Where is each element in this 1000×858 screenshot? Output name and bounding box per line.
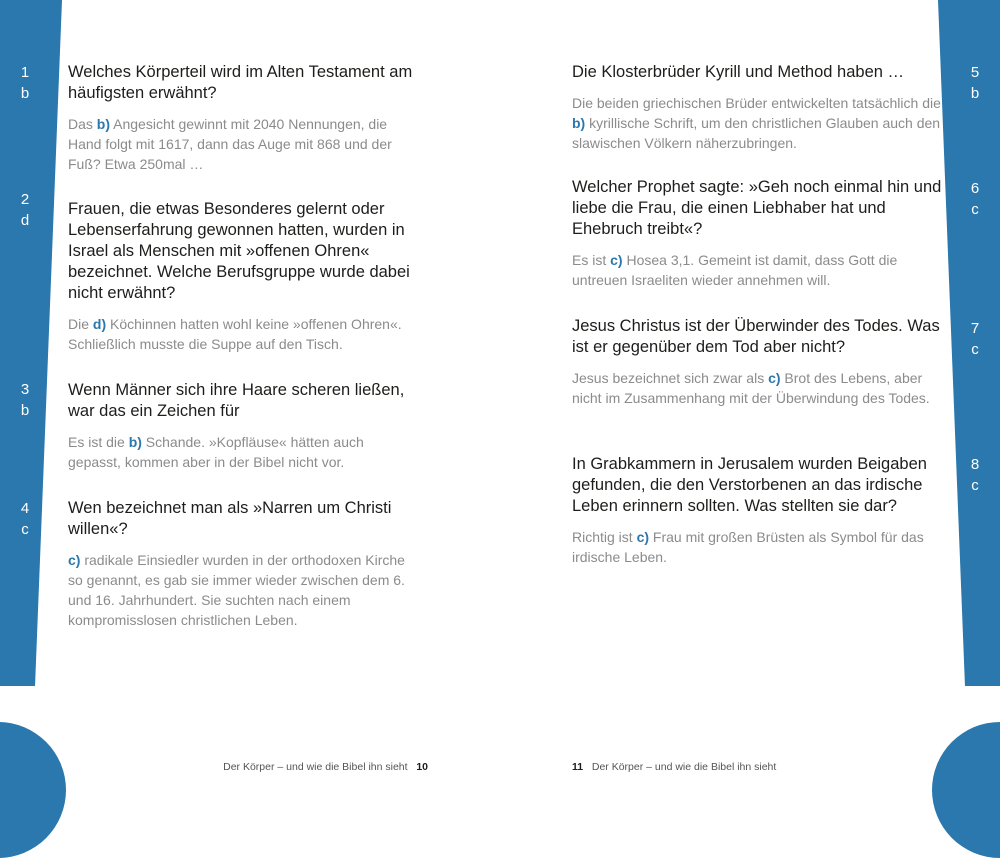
- marker-letter: b: [20, 85, 30, 102]
- question-text: Welches Körperteil wird im Alten Testament am häufigsten erwähnt?: [68, 63, 413, 102]
- answer-lead: Es ist die: [68, 434, 129, 450]
- answer-body: Angesicht gewinnt mit 2040 Nennungen, die Hand folgt mit 1617, dann das Auge mit 868 und der Fuß? Etwa 250mal …: [68, 116, 392, 172]
- answer-letter: c): [768, 370, 781, 386]
- qa-block-8: [572, 454, 942, 567]
- qa-block-1: [68, 62, 418, 174]
- running-title: Der Körper – und wie die Bibel ihn sieht: [591, 761, 777, 773]
- answer-marker-6: [950, 178, 1000, 220]
- question-text: Welcher Prophet sagte: »Geh noch einmal hin und liebe die Frau, die einen Liebhaber hat und Ehebruch treibt«?: [572, 178, 942, 238]
- running-title: Der Körper – und wie die Bibel ihn sieht: [223, 761, 408, 773]
- qa-block-3: [68, 380, 418, 472]
- answer-marker-3: [0, 379, 50, 421]
- answer-text: [572, 368, 942, 408]
- qa-block-2: [68, 199, 418, 354]
- marker-number: 8: [970, 456, 980, 473]
- marker-letter: d: [20, 212, 30, 229]
- answer-lead: Richtig ist: [572, 529, 637, 545]
- answer-lead: Die: [68, 316, 93, 332]
- answer-letter: c): [68, 552, 81, 568]
- answer-body: Brot des Lebens, aber nicht im Zusammenhang mit der Überwindung des Todes.: [572, 370, 930, 406]
- answer-letter: b): [96, 116, 111, 132]
- answer-letter: b): [128, 434, 142, 450]
- answer-text: [572, 527, 942, 567]
- marker-number: 5: [970, 64, 980, 81]
- question-text: Frauen, die etwas Besonderes gelernt oder Lebenserfahrung gewonnen hatten, wurden in Israel als Menschen mit »offenen Ohren« bezeichnet. Welche Berufsgruppe wurde dabei nicht erwähnt?: [68, 200, 410, 302]
- marker-letter: c: [971, 341, 979, 358]
- marker-letter: c: [971, 477, 979, 494]
- question-text: Jesus Christus ist der Überwinder des Todes. Was ist er gegenüber dem Tod aber nicht?: [572, 317, 940, 356]
- answer-body: radikale Einsiedler wurden in der orthodoxen Kirche so genannt, es gab sie immer wieder zwischen dem 6. und 16. Jahrhundert. Sie suchten nach einem kompromisslosen christlichen Leben.: [68, 552, 405, 628]
- page-number: 11: [572, 761, 584, 773]
- answer-lead: Es ist: [572, 252, 611, 268]
- page-number: 10: [416, 761, 428, 773]
- answer-text: [68, 314, 418, 354]
- left-corner-circle: [0, 722, 66, 858]
- answer-marker-5: [950, 62, 1000, 104]
- answer-lead: Jesus bezeichnet sich zwar als: [572, 370, 769, 386]
- answer-marker-2: [0, 189, 50, 231]
- answer-marker-8: [950, 454, 1000, 496]
- answer-text: [572, 250, 942, 290]
- answer-text: [572, 93, 942, 153]
- marker-number: 2: [20, 191, 30, 208]
- question-text: In Grabkammern in Jerusalem wurden Beigaben gefunden, die den Verstorbenen an das irdische Leben erinnern sollten. Was stellten sie dar?: [572, 455, 927, 515]
- right-corner-circle: [932, 722, 1000, 858]
- answer-lead: Die beiden griechischen Brüder entwickelten tatsächlich die: [572, 95, 941, 111]
- marker-number: 1: [20, 64, 30, 81]
- qa-block-5: [572, 62, 942, 153]
- answer-body: Frau mit großen Brüsten als Symbol für das irdische Leben.: [572, 529, 924, 565]
- answer-body: Hosea 3,1. Gemeint ist damit, dass Gott die untreuen Israeliten wieder annehmen will.: [572, 252, 898, 288]
- answer-letter: c): [636, 529, 650, 545]
- footer-left: [223, 761, 428, 773]
- marker-number: 7: [970, 320, 980, 337]
- marker-number: 6: [970, 180, 980, 197]
- answer-letter: c): [610, 252, 623, 268]
- marker-number: 4: [20, 500, 30, 517]
- question-text: Wen bezeichnet man als »Narren um Christi willen«?: [68, 499, 392, 538]
- marker-letter: b: [970, 85, 980, 102]
- question-text: Wenn Männer sich ihre Haare scheren ließen, war das ein Zeichen für: [68, 381, 405, 420]
- marker-number: 3: [20, 381, 30, 398]
- answer-marker-4: [0, 498, 50, 540]
- answer-marker-7: [950, 318, 1000, 360]
- answer-body: Köchinnen hatten wohl keine »offenen Ohren«. Schließlich musste die Suppe auf den Tisch.: [68, 316, 402, 352]
- answer-text: [68, 432, 418, 472]
- answer-body: kyrillische Schrift, um den christlichen Glauben auch den slawischen Völkern näherzubringen.: [572, 115, 941, 151]
- answer-letter: d): [92, 316, 107, 332]
- qa-block-7: [572, 316, 942, 408]
- answer-body: Schande. »Kopfläuse« hätten auch gepasst, kommen aber in der Bibel nicht vor.: [68, 434, 364, 470]
- answer-lead: Das: [68, 116, 97, 132]
- footer-right: [572, 761, 776, 773]
- answer-text: [68, 550, 418, 630]
- marker-letter: b: [20, 402, 30, 419]
- answer-marker-1: [0, 62, 50, 104]
- marker-letter: c: [971, 201, 979, 218]
- marker-letter: c: [21, 521, 29, 538]
- answer-letter: b): [572, 115, 586, 131]
- question-text: Die Klosterbrüder Kyrill und Method haben …: [572, 63, 905, 81]
- qa-block-6: [572, 177, 942, 290]
- qa-block-4: [68, 498, 418, 630]
- answer-text: [68, 114, 418, 174]
